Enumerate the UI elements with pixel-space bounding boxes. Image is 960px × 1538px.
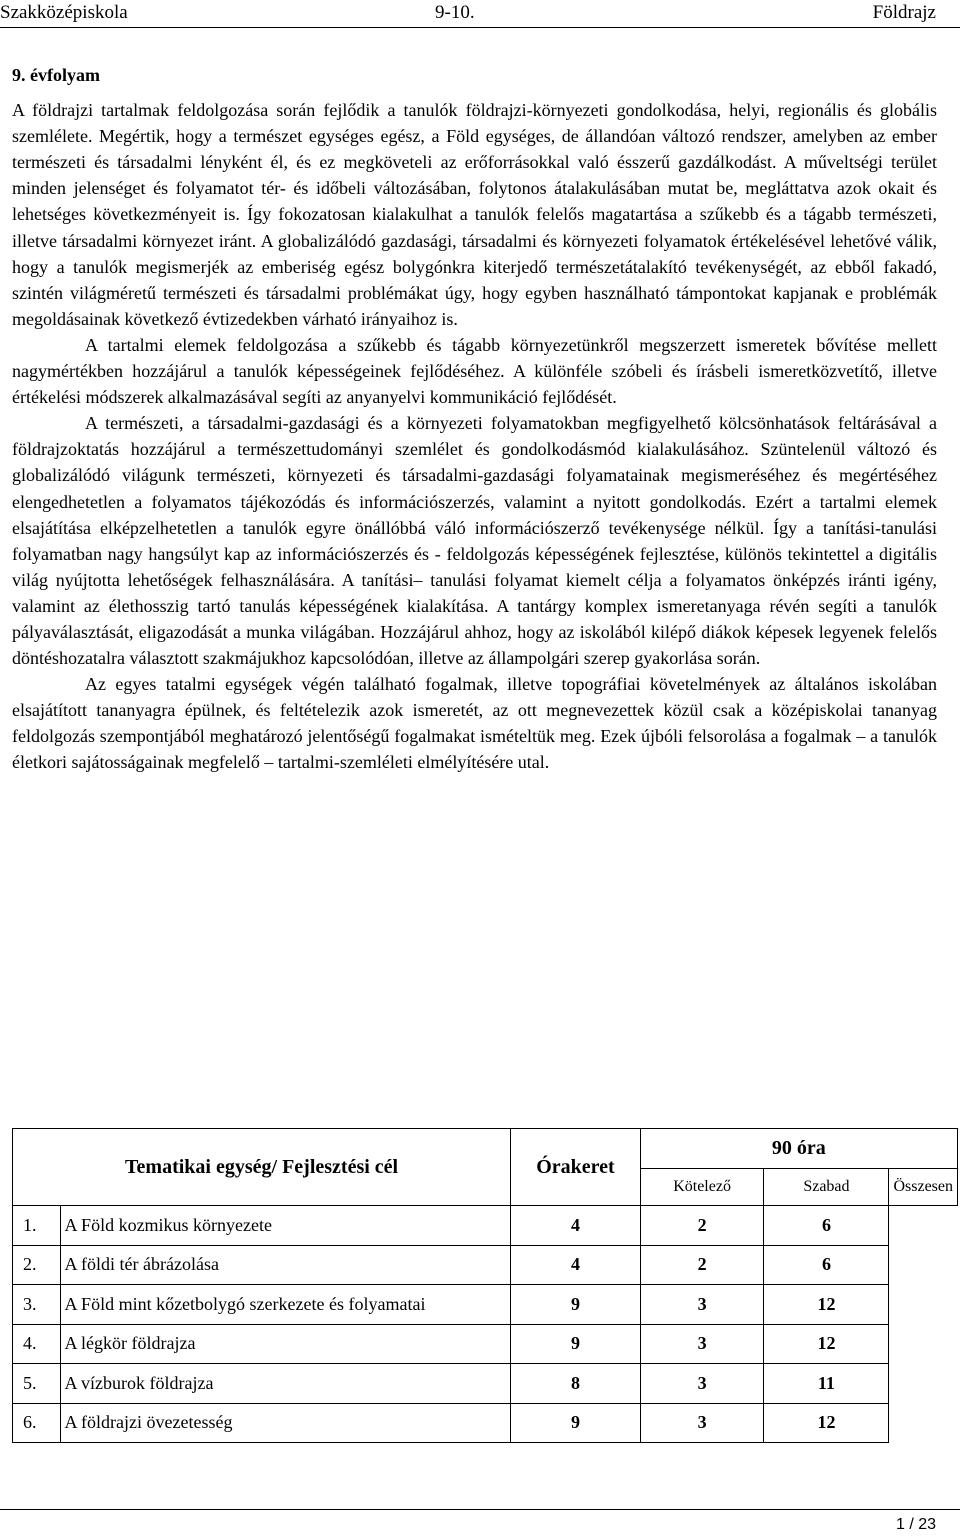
row-free: 3 xyxy=(640,1285,764,1325)
row-index: 4. xyxy=(13,1324,61,1364)
row-required: 9 xyxy=(511,1324,641,1364)
header-subject: Földrajz xyxy=(872,2,936,23)
row-free: 3 xyxy=(640,1403,764,1443)
row-total: 12 xyxy=(764,1285,889,1325)
col-header-hours: Órakeret xyxy=(511,1129,641,1206)
header-school-type: Szakközépiskola xyxy=(0,2,128,23)
subheader-free: Szabad xyxy=(764,1168,889,1206)
row-title: A földrajzi övezetesség xyxy=(60,1403,511,1443)
row-total: 6 xyxy=(764,1245,889,1285)
row-free: 3 xyxy=(640,1324,764,1364)
row-required: 8 xyxy=(511,1364,641,1404)
header-grades: 9-10. xyxy=(435,2,475,23)
subheader-total: Összesen xyxy=(889,1168,958,1206)
row-index: 3. xyxy=(13,1285,61,1325)
table-row xyxy=(13,1403,958,1443)
table-row xyxy=(13,1245,958,1285)
col-header-total-hours: 90 óra xyxy=(640,1129,957,1169)
page-number: 1 / 23 xyxy=(895,1516,936,1533)
row-total: 11 xyxy=(764,1364,889,1404)
footer-divider xyxy=(0,1509,960,1510)
paragraph-content-elements: A tartalmi elemek feldolgozása a szűkebb és tágabb környezetünkről megszerzett ismeretek bővítése mellett nagymértékben hozzájárul a tanulók képességeinek fejlődéséhez. A különféle szóbeli és írásbeli ismeretközvetítő, illetve értékelési módszerek alkalmazásával segíti az anyanyelvi kommunikáció fejlődését. xyxy=(12,334,937,408)
paragraph-intro: A földrajzi tartalmak feldolgozása során fejlődik a tanulók földrajzi-környezeti gondolkodása, helyi, regionális és globális szemlélete. Megértik, hogy a természet egységes egész, a Föld egységes, de állandóan változó rendszer, amelyben az ember természeti és társadalmi lényként él, és ez megköveteli az erőforrásokkal való ésszerű gazdálkodást. A műveltségi terület minden jelenséget és folyamatot tér- és időbeli változásában, folytonos átalakulásában mutat be, megláttatva azok okait és lehetséges következményeit is. Így fokozatosan kialakulhat a tanulók felelős magatartása a szűkebb és a tágabb természeti, illetve társadalmi környezet iránt. A globalizálódó gazdasági, társadalmi és környezeti folyamatok értékelésével lehetővé válik, hogy a tanulók megismerjék az emberiség egész bolygónkra kiterjedő természetátalakító tevékenységét, az ebből fakadó, szintén világméretű természeti és társadalmi problémákat úgy, hogy egyben használható támpontokat kapjanak e problémák megoldásainak következő évtizedekben várható irányaihoz is. xyxy=(12,100,937,329)
row-total: 12 xyxy=(764,1403,889,1443)
row-title: A vízburok földrajza xyxy=(60,1364,511,1404)
row-required: 9 xyxy=(511,1403,641,1443)
row-required: 4 xyxy=(511,1206,641,1246)
table-row xyxy=(13,1206,958,1246)
document-body xyxy=(12,55,937,776)
row-total: 6 xyxy=(764,1206,889,1246)
table-row xyxy=(13,1324,958,1364)
table-row xyxy=(13,1285,958,1325)
subheader-required: Kötelező xyxy=(640,1168,764,1206)
row-index: 6. xyxy=(13,1403,61,1443)
row-index: 1. xyxy=(13,1206,61,1246)
paragraph-interactions: A természeti, a társadalmi-gazdasági és a környezeti folyamatokban megfigyelhető kölcsönhatások feltárásával a földrajzoktatás hozzájárul a természettudományi szemlélet és gondolkodásmód kialakulásához. Szüntelenül változó és globalizálódó világunk természeti, környezeti és társadalmi-gazdasági folyamatainak megismeréséhez és megértéséhez elengedhetetlen a folyamatos tájékozódás és információszerzés, valamint a nyitott gondolkodás. Ezért a tartalmi elemek elsajátítása elképzelhetetlen a tanulók egyre önállóbbá váló információszerző tevékenysége nélkül. Így a tanítási-tanulási folyamatban nagy hangsúlyt kap az információszerzés és - feldolgozás képességének fejlesztése, különös tekintettel a digitális világ nyújtotta lehetőségek felhasználására. A tanítási– tanulási folyamat kiemelt célja a folyamatos önképzés iránti igény, valamint az élethosszig tartó tanulás képességének kialakítása. A tantárgy komplex ismeretanyaga révén segíti a tanulók pályaválasztását, eligazodását a munka világában. Hozzájárul ahhoz, hogy az iskolából kilépő diákok képesek legyenek felelős döntéshozatalra választott szakmájukhoz kapcsolódóan, illetve az állampolgári szerep gyakorlása során. xyxy=(12,413,937,669)
row-required: 4 xyxy=(511,1245,641,1285)
row-title: A Föld mint kőzetbolygó szerkezete és folyamatai xyxy=(60,1285,511,1325)
row-total: 12 xyxy=(764,1324,889,1364)
row-index: 5. xyxy=(13,1364,61,1404)
page-header xyxy=(0,0,960,28)
row-title: A földi tér ábrázolása xyxy=(60,1245,511,1285)
row-title: A légkör földrajza xyxy=(60,1324,511,1364)
row-free: 3 xyxy=(640,1364,764,1404)
row-free: 2 xyxy=(640,1245,764,1285)
table-row xyxy=(13,1364,958,1404)
paragraph-concepts: Az egyes tatalmi egységek végén található fogalmak, illetve topográfiai követelmények az általános iskolában elsajátított tananyagra épülnek, és feltételezik azok ismeretét, az ott megnevezettek közül csak a középiskolai tananyag feldolgozás szempontjából meghatározó jelentőségű fogalmakat ismételtük meg. Ezek újbóli felsorolása a fogalmak – a tanulók életkori sajátosságainak megfelelő – tartalmi-szemléleti elmélyítésére utal. xyxy=(12,674,937,773)
col-header-topic: Tematikai egység/ Fejlesztési cél xyxy=(13,1129,511,1206)
row-free: 2 xyxy=(640,1206,764,1246)
row-required: 9 xyxy=(511,1285,641,1325)
row-title: A Föld kozmikus környezete xyxy=(60,1206,511,1246)
grade-heading: 9. évfolyam xyxy=(12,65,100,85)
row-index: 2. xyxy=(13,1245,61,1285)
thematic-units-table xyxy=(12,1128,958,1443)
